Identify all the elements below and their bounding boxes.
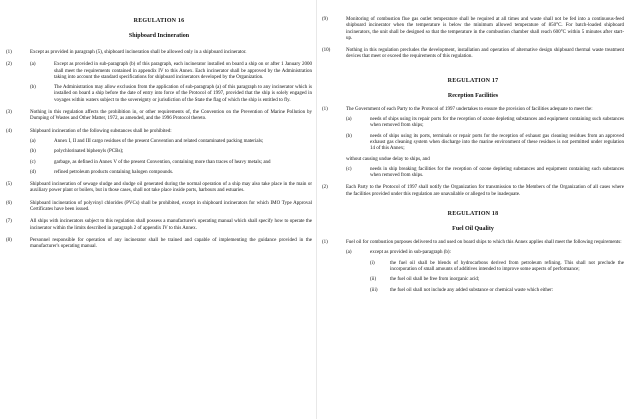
regulation-18-subtitle: Fuel Oil Quality bbox=[452, 226, 494, 233]
regulation-18-title: REGULATION 18 bbox=[447, 211, 499, 218]
reg18-item-iii bbox=[322, 288, 624, 294]
paragraph-text: The Government of each Party to the Protocol of 1997 undertakes to ensure the provision of facilities adequate to meet the: bbox=[346, 106, 593, 112]
paragraph-number: (1) bbox=[322, 240, 328, 246]
item-label: (iii) bbox=[370, 287, 378, 293]
subparagraph-label: (a) bbox=[30, 138, 36, 144]
paragraph-6 bbox=[6, 201, 312, 214]
paragraph-text: Fuel oil for combustion purposes delivered to and used on board ships to which this Annex applies shall meet the following requirements: bbox=[346, 240, 622, 246]
item-text: the fuel oil shall be free from inorganic acid; bbox=[390, 277, 480, 283]
reg18-paragraph-1 bbox=[322, 240, 624, 246]
paragraph-text: Except as provided in paragraph (5), shipboard incineration shall be allowed only in a shipboard incinerator. bbox=[30, 50, 247, 55]
paragraph-number: (3) bbox=[6, 110, 12, 116]
reg18-subparagraph-a bbox=[322, 250, 624, 256]
paragraph-number: (4) bbox=[6, 128, 12, 134]
paragraph-number: (8) bbox=[6, 237, 12, 243]
paragraph-text: Each Party to the Protocol of 1997 shall notify the Organization for transmission to the Members of the Organization of all cases where the facilities provided under this regulation are unavailable or alleged to be inadequate. bbox=[346, 185, 624, 197]
regulation-16-subtitle: Shipboard Incineration bbox=[128, 33, 190, 39]
subparagraph-label: (a) bbox=[346, 250, 352, 256]
reg17-subparagraph-c bbox=[322, 167, 624, 180]
subparagraph-label: (b) bbox=[30, 85, 36, 91]
paragraph-text: Shipboard incineration of polyvinyl chlorides (PVCs) shall be prohibited, except in shipboard incinerators for which IMO Type Approval Certificates have been issued. bbox=[30, 200, 312, 213]
reg17-continuation-text: without causing undue delay to ships, and bbox=[346, 156, 430, 162]
paragraph-number: (1) bbox=[322, 106, 328, 112]
paragraph-number: (1) bbox=[6, 50, 12, 55]
paragraph-7 bbox=[6, 219, 312, 232]
paragraph-text: Nothing in this regulation precludes the development, installation and operation of alternative design shipboard thermal waste treatment devices that meet or exceed the requirements of this regulation. bbox=[346, 48, 624, 60]
reg17-subparagraph-a bbox=[322, 117, 624, 130]
subparagraph-4c bbox=[6, 160, 312, 166]
subparagraph-4a bbox=[6, 139, 312, 145]
subparagraph-text: refined petroleum products containing halogen compounds. bbox=[54, 169, 174, 175]
regulation-17-subtitle: Reception Facilities bbox=[447, 92, 499, 99]
subparagraph-label: (a) bbox=[346, 117, 352, 123]
paragraph-3 bbox=[6, 110, 312, 123]
paragraph-number: (2) bbox=[322, 185, 328, 191]
right-column bbox=[322, 0, 624, 294]
subparagraph-label: (b) bbox=[346, 133, 352, 139]
paragraph-number: (5) bbox=[6, 182, 12, 188]
subparagraph-2b bbox=[6, 85, 312, 104]
subparagraph-4d bbox=[6, 170, 312, 176]
paragraph-number: (2) bbox=[6, 62, 12, 68]
paragraph-5 bbox=[6, 182, 312, 195]
paragraph-4 bbox=[6, 129, 312, 135]
subparagraph-label: (c) bbox=[30, 159, 36, 165]
subparagraph-text: Annex I, II and III cargo residues of the present Convention and related contaminated packing materials; bbox=[54, 138, 264, 144]
paragraph-text: Nothing in this regulation affects the prohibition in, or other requirements of, the Convention on the Prevention of Marine Pollution by Dumping of Wastes and Other Matter, 1972, as amended, and the 1996 Protocol thereto. bbox=[30, 110, 312, 122]
paragraph-9 bbox=[322, 17, 624, 42]
subparagraph-text: polychlorinated biphenyls (PCBs); bbox=[54, 149, 124, 155]
subparagraph-text: garbage, as defined in Annex V of the present Convention, containing more than traces of heavy metals; and bbox=[54, 159, 271, 165]
item-label: (i) bbox=[370, 260, 375, 266]
subparagraph-label: (b) bbox=[30, 149, 36, 155]
subparagraph-text: Except as provided in sub-paragraph (b) of this paragraph, each incinerator installed on board a ship on or after 1 January 2000 shall meet the requirements contained in appendix IV to this Annex. Each incinerator shall be approved by the Administration taking into account the standard specifications for shipboard incinerators developed by the Organization. bbox=[54, 62, 312, 80]
paragraph-text: Monitoring of combustion flue gas outlet temperature shall be required at all times and waste shall not be fed into a continuous-feed shipboard incinerator when the temperature is below the minimum allowed temperature of 850°C. For batch-loaded shipboard incinerators, the unit shall be designed so that the temperature in the combustion chamber shall reach 600°C within 5 minutes after start-up. bbox=[346, 17, 624, 41]
paragraph-number: (9) bbox=[322, 17, 328, 22]
page-gutter bbox=[316, 0, 317, 419]
paragraph-1 bbox=[6, 50, 312, 56]
reg18-item-i bbox=[322, 261, 624, 274]
subparagraph-text: The Administration may allow exclusion from the application of sub-paragraph (a) of this paragraph to any incinerator which is installed on board a ship before the date of entry into force of the Protocol of 1997, provided that the ship is solely engaged in voyages within waters subject to the sovereignty or jurisdiction of the State the flag of which the ship is entitled to fly. bbox=[54, 85, 312, 103]
paragraph-10 bbox=[322, 48, 624, 61]
paragraph-number: (10) bbox=[322, 48, 331, 54]
paragraph-number: (6) bbox=[6, 200, 12, 206]
subparagraph-text: needs of ships using its ports, terminals or repair ports for the reception of exhaust gas cleaning residues from an approved exhaust gas cleaning system when discharge into the marine environment of these residues is not permitted under regulation 14 of this Annex; bbox=[370, 133, 624, 152]
paragraph-text: Shipboard incineration of the following substances shall be prohibited: bbox=[30, 128, 172, 134]
subparagraph-text: needs in ship breaking facilities for the reception of ozone depleting substances and equipment containing such substances when removed from ships. bbox=[370, 166, 624, 179]
subparagraph-label: (c) bbox=[346, 166, 352, 172]
reg17-paragraph-2 bbox=[322, 185, 624, 198]
regulation-17-title: REGULATION 17 bbox=[447, 77, 499, 84]
paragraph-text: All ships with incinerators subject to this regulation shall possess a manufacturer's operating manual which shall specify how to operate the incinerator within the limits described in paragraph 2 of appendix IV to this Annex. bbox=[30, 219, 312, 231]
item-text: the fuel oil shall be blends of hydrocarbons derived from petroleum refining. This shall not preclude the incorporation of small amounts of additives intended to improve some aspects of performance; bbox=[390, 260, 624, 272]
subparagraph-text: except as provided in sub-paragraph (b): bbox=[370, 250, 451, 256]
item-label: (ii) bbox=[370, 277, 377, 283]
subparagraph-label: (d) bbox=[30, 169, 36, 175]
regulation-16-title: REGULATION 16 bbox=[133, 18, 185, 24]
item-text: the fuel oil shall not include any added substance or chemical waste which either: bbox=[390, 287, 554, 293]
subparagraph-4b bbox=[6, 149, 312, 155]
reg17-subparagraph-b bbox=[322, 134, 624, 153]
subparagraph-label: (a) bbox=[30, 62, 36, 68]
paragraph-number: (7) bbox=[6, 219, 12, 225]
paragraph-text: Personnel responsible for operation of any incinerator shall be trained and capable of implementing the guidance provided in the manufacturer's operating manual. bbox=[30, 237, 312, 250]
reg17-paragraph-1 bbox=[322, 107, 624, 113]
paragraph-text: Shipboard incineration of sewage sludge and sludge oil generated during the normal operation of a ship may also take place in the main or auxiliary power plant or boilers, but in those cases, shall not take place inside ports, harbours and estuaries. bbox=[30, 182, 312, 194]
paragraph-8 bbox=[6, 238, 312, 251]
subparagraph-2a bbox=[6, 62, 312, 81]
left-column bbox=[6, 0, 312, 251]
subparagraph-text: needs of ships using its repair ports for the reception of ozone depleting substances and equipment containing such substances when removed from ships; bbox=[370, 117, 624, 129]
